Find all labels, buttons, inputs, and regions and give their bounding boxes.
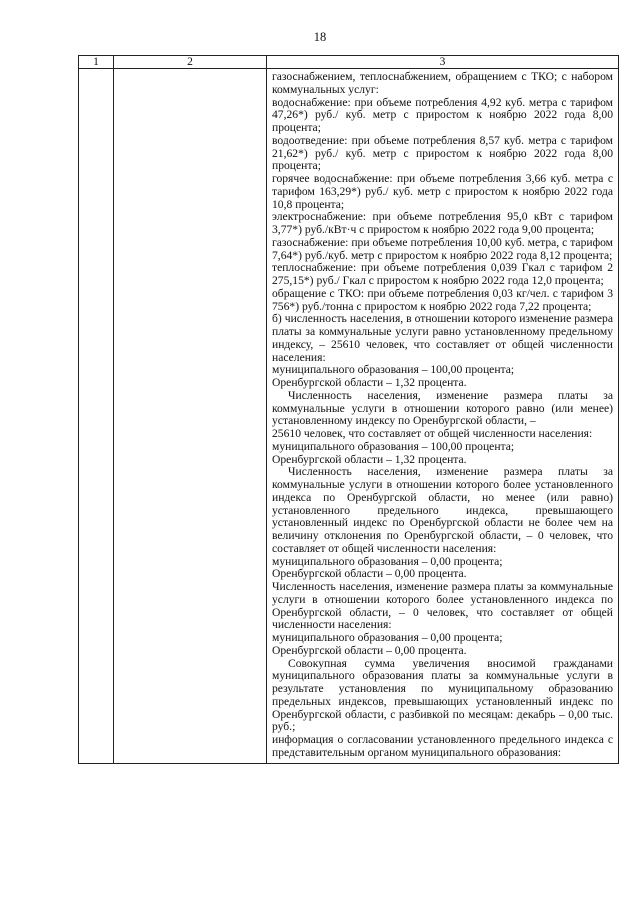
content-paragraph: муниципального образования – 0,00 процента; bbox=[272, 554, 503, 568]
paragraph-list bbox=[272, 71, 613, 760]
content-paragraph: муниципального образования – 100,00 процента; bbox=[272, 439, 515, 453]
content-paragraph: газоснабжением, теплоснабжением, обращением с ТКО; с набором коммунальных услуг: bbox=[272, 70, 613, 96]
content-paragraph: информация о согласовании установленного предельного индекса с представительным органом муниципального образования: bbox=[272, 733, 613, 759]
page-number: 18 bbox=[313, 30, 327, 44]
table-cell-indicator bbox=[114, 69, 267, 764]
content-paragraph: Численность населения, изменение размера платы за коммунальные услуги в отношении которого более установленного индекса по Оренбургской области, – 0 человек, что составляет от общей численности населения: bbox=[272, 580, 613, 632]
content-paragraph: горячее водоснабжение: при объеме потребления 3,66 куб. метра с тарифом 163,29*) руб./ куб. метр с приростом к ноябрю 2022 года 10,8 процента; bbox=[272, 172, 613, 211]
content-paragraph: Оренбургской области – 1,32 процента. bbox=[272, 452, 467, 466]
content-paragraph: муниципального образования – 0,00 процента; bbox=[272, 631, 503, 644]
column-header-2: 2 bbox=[114, 56, 267, 69]
table-cell-number bbox=[79, 69, 114, 764]
content-paragraph: электроснабжение: при объеме потребления 95,0 кВт с тарифом 3,77*) руб./кВт·ч с приростом к ноябрю 2022 года 9,00 процента; bbox=[272, 210, 613, 236]
column-header-1: 1 bbox=[79, 56, 114, 69]
content-paragraph: Оренбургской области – 0,00 процента. bbox=[272, 567, 467, 581]
content-paragraph: б) численность населения, в отношении которого изменение размера платы за коммунальные услуги равно установленному предельному индексу, – 25610 человек, что составляет от общей численности населения: bbox=[272, 312, 613, 364]
content-paragraph: Совокупная сумма увеличения вносимой гражданами муниципального образования платы за коммунальные услуги в результате установления по муниципальному образованию предельных индексов, превышающих установленный индекс по Оренбургской области, с разбивкой по месяцам: декабрь – 0,00 тыс. руб.; bbox=[272, 656, 613, 734]
content-paragraph: Численность населения, изменение размера платы за коммунальные услуги в отношении которого равно (или менее) установленному индексу по Оренбургской области, – bbox=[272, 388, 613, 428]
table-cell-content bbox=[267, 69, 619, 764]
table-header-row bbox=[79, 56, 619, 69]
content-paragraph: газоснабжение: при объеме потребления 10,00 куб. метра, с тарифом 7,64*) руб./куб. метр с приростом к ноябрю 2022 года 8,12 процента; bbox=[272, 235, 613, 262]
content-paragraph: Оренбургской области – 1,32 процента. bbox=[272, 376, 467, 389]
table-row bbox=[79, 69, 619, 764]
content-paragraph: Численность населения, изменение размера платы за коммунальные услуги в отношении которого более установленного индекса по Оренбургской области, но менее (или равно) установленного предельного индекса, превышающего установленный индекс по Оренбургской области не более чем на величину отклонения по Оренбургской области, – 0 человек, что составляет от общей численности населения: bbox=[272, 465, 613, 555]
content-paragraph: теплоснабжение: при объеме потребления 0,039 Гкал с тарифом 2 275,15*) руб./ Гкал с приростом к ноябрю 2022 года 12,0 процента; bbox=[272, 261, 613, 287]
content-paragraph: Оренбургской области – 0,00 процента. bbox=[272, 643, 467, 657]
content-paragraph: муниципального образования – 100,00 процента; bbox=[272, 363, 515, 377]
content-paragraph: 25610 человек, что составляет от общей численности населения: bbox=[272, 427, 593, 440]
document-table bbox=[78, 55, 619, 764]
column-header-3: 3 bbox=[267, 56, 619, 69]
content-paragraph: обращение с ТКО: при объеме потребления 0,03 кг/чел. с тарифом 3 756*) руб./тонна с приростом к ноябрю 2022 года 7,22 процента; bbox=[272, 286, 613, 313]
content-paragraph: водоотведение: при объеме потребления 8,57 куб. метра с тарифом 21,62*) руб./ куб. метр с приростом к ноябрю 2022 года 8,00 процента; bbox=[272, 133, 613, 173]
content-paragraph: водоснабжение: при объеме потребления 4,92 куб. метра с тарифом 47,26*) руб./ куб. метр с приростом к ноябрю 2022 года 8,00 процента; bbox=[272, 95, 613, 134]
